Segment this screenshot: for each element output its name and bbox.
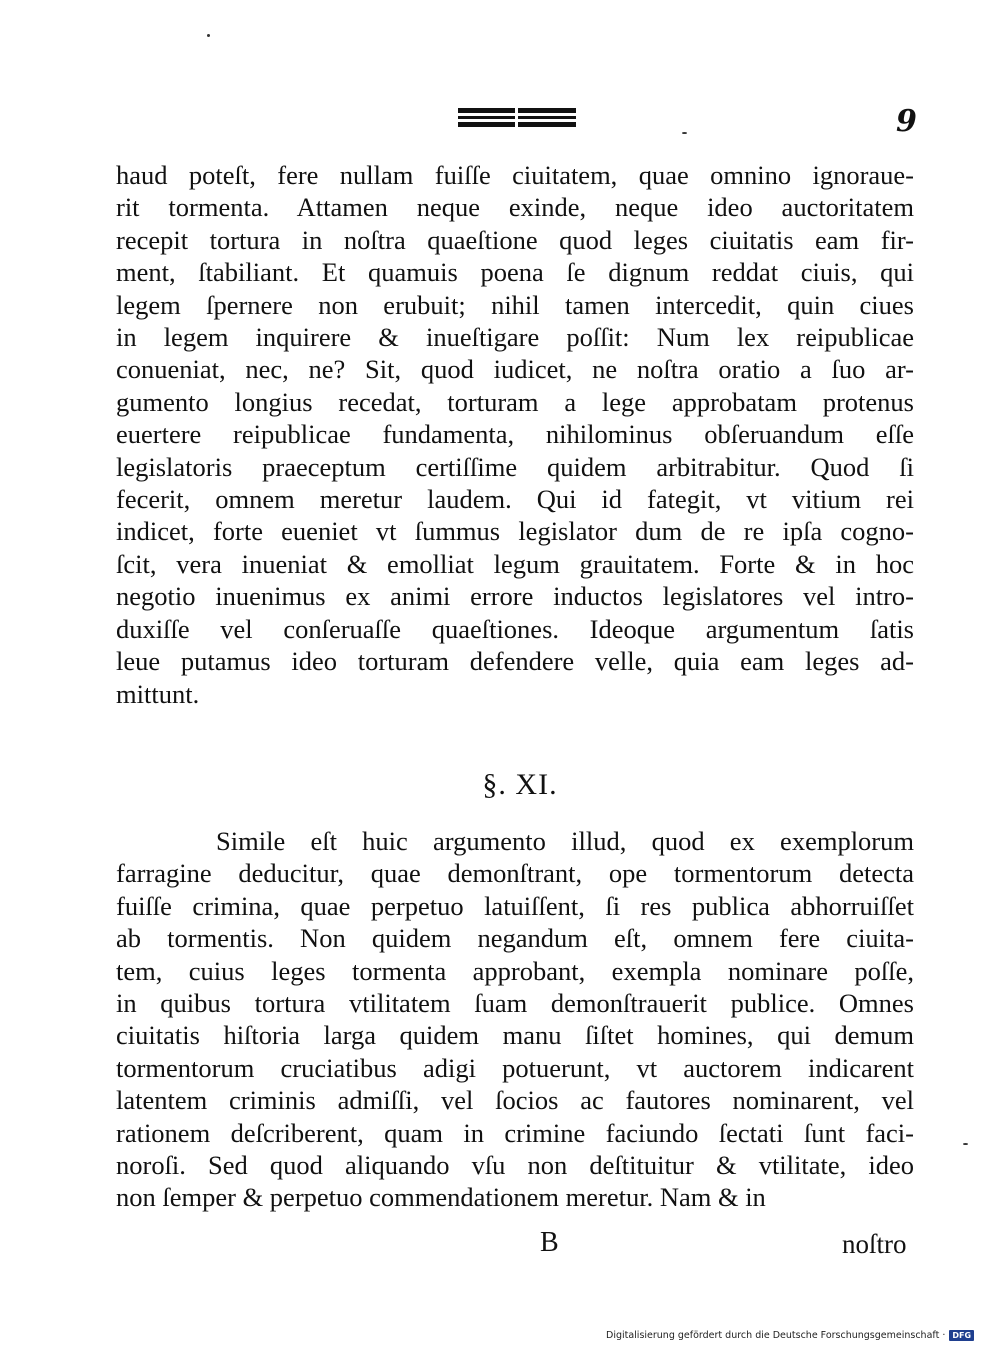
print-speck <box>963 1143 968 1145</box>
header-ornament-rule <box>458 108 576 128</box>
text-line: Simile eſt huic argumento illud, quod ex exemplorum <box>216 826 914 856</box>
text-line: ſcit, vera inueniat & emolliat legum grauitatem. Forte & in hoc <box>116 548 914 579</box>
text-line: euertere reipublicae fundamenta, nihilominus obſeruandum eſſe <box>116 419 914 450</box>
text-line: mittunt. <box>116 678 200 709</box>
text-line: fuiſſe crimina, quae perpetuo latuiſſent, ſi res publica abhorruiſſet <box>116 890 914 921</box>
signature-mark: B <box>540 1227 559 1258</box>
text-line: conueniat, nec, ne? Sit, quod iudicet, ne noſtra oratio a ſuo ar- <box>116 354 914 385</box>
text-line: negotio inuenimus ex animi errore inductos legislatores vel intro- <box>116 581 914 612</box>
text-line: in legem inquirere & inueſtigare poſſit: Num lex reipublicae <box>116 322 914 353</box>
text-line: legislatoris praeceptum certiſſime quidem arbitrabitur. Quod ſi <box>116 451 914 482</box>
text-line: in quibus tortura vtilitatem ſuam demonſtrauerit publice. Omnes <box>116 988 914 1019</box>
print-speck <box>207 34 210 37</box>
text-line: tem, cuius leges tormenta approbant, exempla nominare poſſe, <box>116 955 914 986</box>
section-heading: §. XI. <box>482 768 558 801</box>
text-line: legem ſpernere non erubuit; nihil tamen intercedit, quin ciues <box>116 289 914 320</box>
text-line: latentem criminis admiſſi, vel ſocios ac fautores nominarent, vel <box>116 1085 914 1116</box>
text-line: noroſi. Sed quod aliquando vſu non deſtituitur & vtilitate, ideo <box>116 1150 914 1181</box>
text-line: tormentorum cruciatibus adigi potuerunt, vt auctorem indicarent <box>116 1052 914 1083</box>
text-line: duxiſſe vel conſeruaſſe quaeſtiones. Ideoque argumentum ſatis <box>116 613 914 644</box>
paragraph-2 <box>116 825 914 1214</box>
digitization-footer <box>606 1330 974 1341</box>
print-speck <box>682 132 687 134</box>
text-line: fecerit, omnem meretur laudem. Qui id fategit, vt vitium rei <box>116 484 914 515</box>
text-line: indicet, forte eueniet vt ſummus legislator dum de re ipſa cogno- <box>116 516 914 547</box>
dfg-logo-icon: DFG <box>949 1330 974 1341</box>
text-line: non ſemper & perpetuo commendationem meretur. Nam & in <box>116 1182 766 1213</box>
text-line: haud poteſt, fere nullam fuiſſe ciuitatem, quae omnino ignoraue- <box>116 160 914 190</box>
text-line: leue putamus ideo torturam defendere velle, quia eam leges ad- <box>116 646 914 677</box>
text-line: farragine deducitur, quae demonſtrant, ope tormentorum detecta <box>116 858 914 889</box>
text-line: rit tormenta. Attamen neque exinde, neque ideo auctoritatem <box>116 192 914 223</box>
text-line: gumento longius recedat, torturam a lege approbatam protenus <box>116 386 914 417</box>
text-line: ment, ſtabiliant. Et quamuis poena ſe dignum reddat ciuis, qui <box>116 257 914 288</box>
page-number: 9 <box>896 104 917 139</box>
text-line: ciuitatis hiſtoria larga quidem manu ſiſtet homines, qui demum <box>116 1020 914 1051</box>
text-line: rationem deſcriberent, quam in crimine faciundo ſectati ſunt faci- <box>116 1117 914 1148</box>
text-line: recepit tortura in noſtra quaeſtione quod leges ciuitatis eam fir- <box>116 224 914 255</box>
catchword: noſtro <box>842 1229 907 1259</box>
text-line: ab tormentis. Non quidem negandum eſt, omnem fere ciuita- <box>116 923 914 954</box>
footer-text: Digitalisierung gefördert durch die Deutsche Forschungsgemeinschaft · <box>606 1330 946 1341</box>
paragraph-1 <box>116 159 914 710</box>
